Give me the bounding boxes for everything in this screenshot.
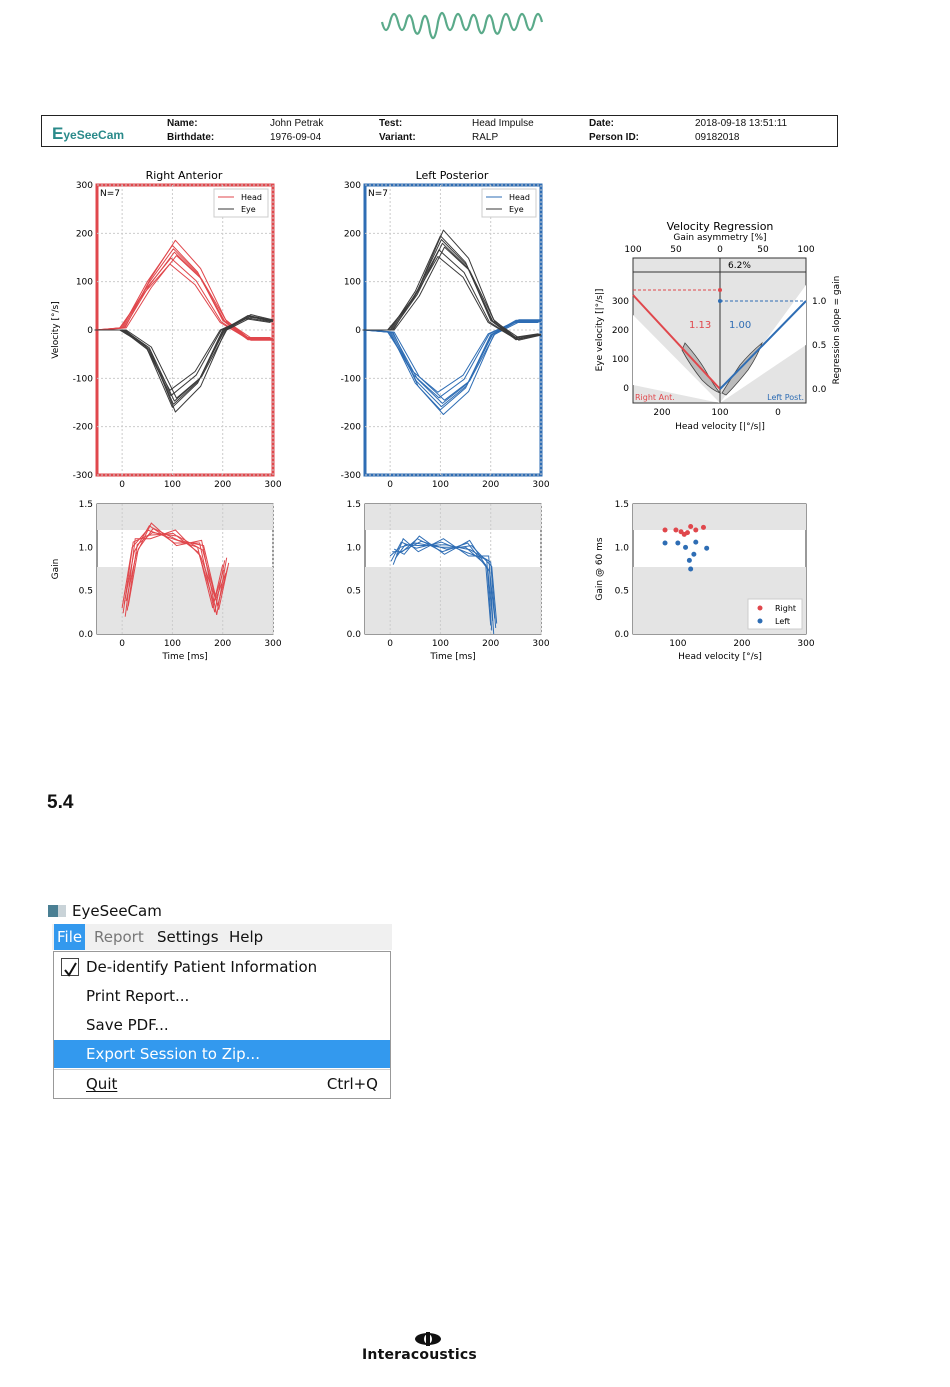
chart-title: Velocity Regression [666,220,774,233]
patient-info-header [41,115,838,147]
top-tick-label: 50 [757,245,769,255]
menu-help[interactable]: Help [229,928,264,946]
x-tick-label: 0 [119,639,126,649]
gain-tick-labels [812,297,827,395]
x-tick-label: 300 [264,480,282,490]
right-axis-label: Regression slope = gain [832,275,842,385]
right-gain-chart [44,495,284,665]
right-point [693,528,698,533]
chart-title: Left Posterior [415,169,489,182]
y-tick-label: -300 [340,471,361,481]
footer-brand: Interacoustics [362,1347,477,1363]
y-tick-label: 300 [75,181,93,191]
y-tick-label: -300 [72,471,93,481]
x-tick-label: 100 [163,480,182,490]
birthdate-value: 1976-09-04 [270,132,322,143]
right-corner-label: Right Ant. [635,393,675,402]
y-tick-label: 1.5 [78,500,93,510]
x-tick-label: 100 [669,639,687,649]
x-tick-label: 100 [431,480,450,490]
person-id-label: Person ID: [589,132,640,143]
x-tick-labels [119,480,282,490]
left-gain-value: 1.00 [729,320,752,331]
left-point [687,558,692,563]
gain-scatter-chart [590,495,830,665]
y-tick-label: 300 [611,297,629,307]
menu-report[interactable]: Report [94,928,144,946]
y-tick-label: 200 [611,326,629,336]
right-point [685,530,690,535]
y-tick-label: 1.0 [614,543,629,554]
upper-band [365,504,541,530]
section-number: 5.4 [47,792,74,813]
legend-head-label: Head [509,193,530,202]
right-tick-label: 1.0 [812,297,827,307]
right-tick-label: 0.5 [812,341,827,351]
asymmetry-value: 6.2% [728,261,751,271]
y-tick-labels [347,500,362,640]
menu-item-export-zip[interactable] [54,1040,390,1068]
x-tick-label: 0 [119,480,126,490]
y-tick-label: 200 [75,229,93,240]
menu-item-label: Export Session to Zip... [86,1045,260,1063]
legend-head-label: Head [241,193,262,202]
x-axis-label: Time [ms] [162,652,208,662]
right-gain-marker [718,288,722,292]
y-axis-label: Eye velocity [|°/s|] [595,288,605,372]
y-tick-label: 1.0 [346,543,361,554]
x-tick-label: 200 [733,639,751,649]
y-tick-label: -100 [340,374,361,385]
right-point [673,528,678,533]
y-axis-label: Velocity [°/s] [51,301,61,359]
variant-value: RALP [472,132,499,143]
y-tick-label: 0 [87,326,93,336]
bottom-tick-label: 100 [711,408,729,418]
top-tick-label: 100 [797,245,815,255]
sample-count: N=7 [100,189,120,199]
y-tick-label: 0.0 [78,630,93,640]
top-tick-label: 100 [624,245,642,255]
x-axis-label: Head velocity [|°/s|] [675,422,765,432]
variant-label: Variant: [379,132,416,143]
file-menu-dropdown [53,951,391,1099]
y-tick-label: 200 [343,229,361,240]
left-gain-chart [312,495,552,665]
y-tick-label: 0 [623,384,629,394]
birthdate-label: Birthdate: [167,132,215,143]
asymmetry-tick-labels [624,245,814,255]
y-tick-label: -100 [72,374,93,385]
velocity-regression-chart [590,215,850,435]
waveform-logo [380,8,545,44]
y-tick-label: 100 [75,277,93,288]
legend-eye-label: Eye [241,205,256,214]
chart-title: Right Anterior [145,169,223,182]
x-tick-label: 100 [163,639,182,649]
x-tick-label: 300 [532,480,550,490]
y-tick-labels [341,181,362,481]
right-gain-value: 1.13 [689,320,712,331]
y-tick-label: 0.5 [614,586,629,597]
date-value: 2018-09-18 13:51:11 [695,118,788,129]
right-anterior-velocity-chart [44,165,284,490]
legend-eye-label: Eye [509,205,524,214]
left-point [663,541,668,546]
chart-subtitle: Gain asymmetry [%] [673,233,767,243]
x-tick-labels [669,639,815,649]
y-tick-label: 0.5 [78,586,93,597]
person-id-value: 09182018 [695,132,740,143]
menu-item-label: Save PDF... [86,1016,169,1034]
test-value: Head Impulse [472,118,534,129]
x-tick-label: 300 [264,639,282,649]
sample-count: N=7 [368,189,388,199]
x-tick-labels [119,639,282,649]
y-tick-label: 100 [343,277,361,288]
right-point [701,525,706,530]
x-tick-label: 0 [387,480,394,490]
y-tick-labels [615,500,630,640]
app-icon [48,905,66,917]
menu-item-label: Quit [86,1075,118,1093]
y-tick-label: 300 [343,181,361,191]
x-tick-labels [387,480,550,490]
left-point [675,541,680,546]
y-tick-label: 0 [355,326,361,336]
right-point [688,524,693,529]
interacoustics-logo [362,1332,492,1364]
x-tick-label: 0 [387,639,394,649]
menu-item-shortcut: Ctrl+Q [326,1075,378,1093]
y-tick-label: 0.0 [346,630,361,640]
eyeseecam-app-window [46,898,392,1102]
legend-right-label: Right [775,604,797,613]
y-axis-label: Gain [51,558,61,580]
left-posterior-velocity-chart [312,165,552,490]
name-label: Name: [167,118,198,129]
eyeseecam-report-logo: EyeSeeCam [52,124,125,143]
top-tick-label: 0 [717,245,723,255]
menu-item-deidentify[interactable] [54,953,390,981]
x-tick-label: 300 [532,639,550,649]
x-axis-label: Time [ms] [430,652,476,662]
legend-left-label: Left [775,617,791,626]
top-tick-label: 50 [670,245,682,255]
menu-item-quit[interactable] [54,1070,390,1098]
left-point [683,545,688,550]
x-axis-label: Head velocity [°/s] [678,652,762,662]
upper-band [97,504,273,530]
menu-item-save-pdf[interactable] [54,1011,390,1039]
y-tick-label: 1.5 [346,500,361,510]
test-label: Test: [379,118,403,129]
left-point [704,546,709,551]
left-point [688,567,693,572]
date-label: Date: [589,118,615,129]
left-point [691,552,696,557]
menu-item-print-report[interactable] [54,982,390,1010]
y-tick-label: 1.5 [614,500,629,510]
bottom-tick-label: 200 [653,408,671,418]
menu-bar [52,924,392,950]
window-title: EyeSeeCam [72,902,162,920]
menu-file[interactable]: File [54,924,85,950]
check-icon [61,958,79,976]
menu-settings[interactable]: Settings [157,928,219,946]
menu-item-label: De-identify Patient Information [86,958,318,976]
head-velocity-tick-labels [653,408,781,418]
y-tick-label: 0.0 [614,630,629,640]
y-tick-labels [73,181,94,481]
x-tick-label: 300 [797,639,815,649]
y-tick-label: 1.0 [78,543,93,554]
eye-velocity-tick-labels [612,297,629,394]
left-gain-marker [718,299,722,303]
y-tick-label: -200 [72,422,93,433]
legend-right-marker [758,606,763,611]
x-tick-label: 200 [482,480,500,490]
right-point [663,528,668,533]
left-point [693,540,698,545]
y-tick-label: 100 [611,355,629,365]
y-tick-label: -200 [340,422,361,433]
legend-left-marker [758,619,763,624]
menu-item-label: Print Report... [86,987,190,1005]
x-tick-label: 200 [214,639,232,649]
x-tick-label: 200 [482,639,500,649]
ear-icon [414,1332,442,1346]
upper-band [633,504,806,530]
right-tick-label: 0.0 [812,385,827,395]
x-tick-labels [387,639,550,649]
y-tick-label: 0.5 [346,586,361,597]
x-tick-label: 200 [214,480,232,490]
bottom-tick-label: 0 [775,408,781,418]
lower-band [365,567,541,634]
y-tick-labels [79,500,94,640]
x-tick-label: 100 [431,639,450,649]
name-value: John Petrak [270,118,324,129]
left-corner-label: Left Post. [767,393,804,402]
y-axis-label: Gain @ 60 ms [595,537,605,601]
